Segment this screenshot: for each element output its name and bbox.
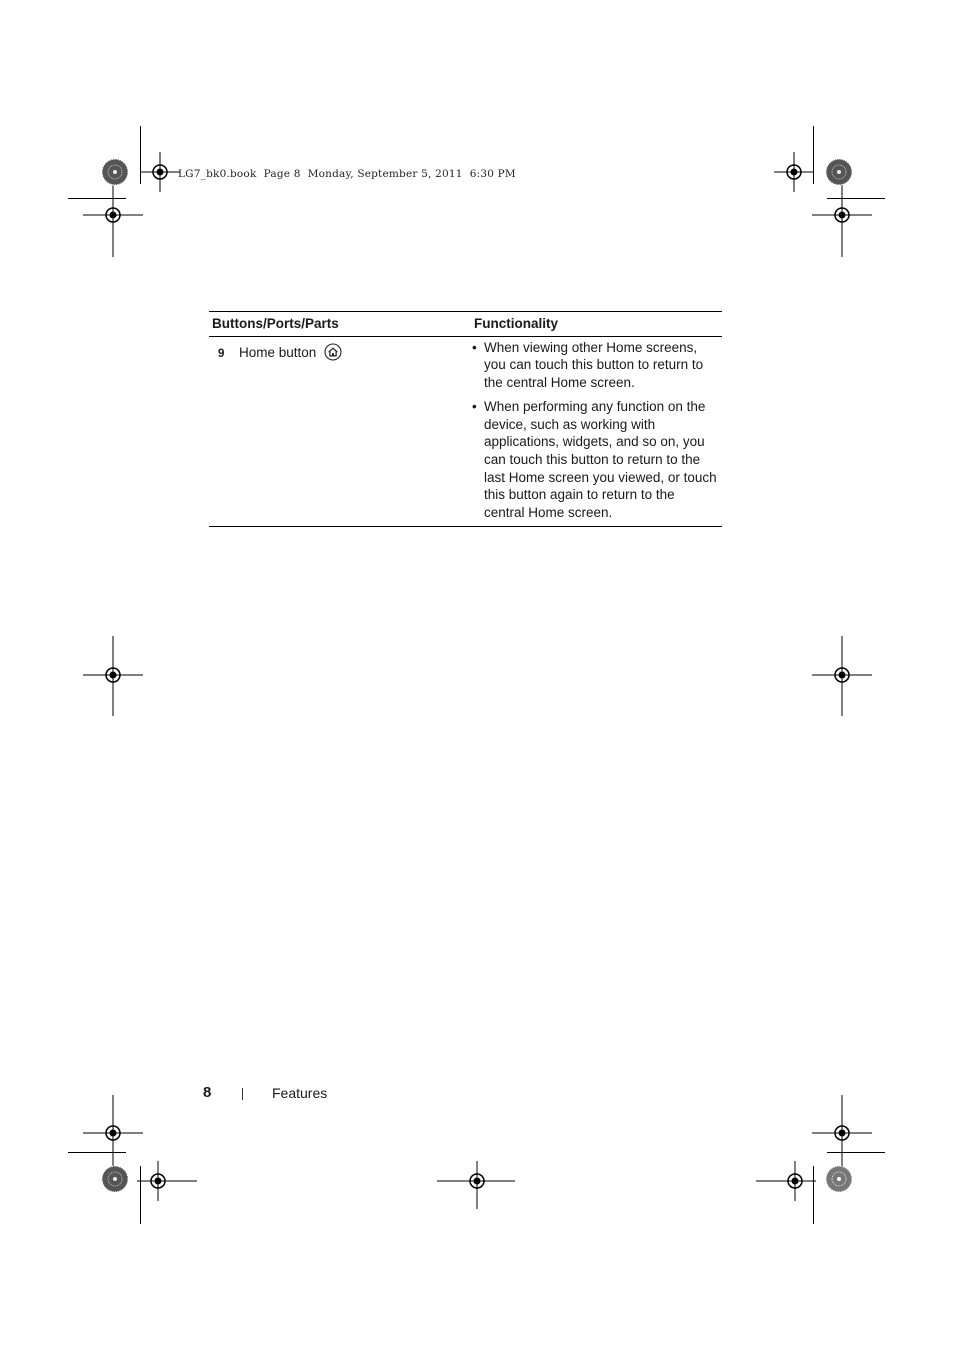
starburst-mark-icon: [101, 1165, 129, 1193]
part-number: 9: [218, 347, 225, 360]
bullet-icon: •: [472, 398, 477, 414]
column-header-functionality: Functionality: [467, 312, 722, 337]
registration-mark-icon: [83, 636, 143, 716]
registration-mark-icon: [83, 177, 143, 257]
registration-mark-icon: [812, 636, 872, 716]
part-name: Home button: [239, 344, 317, 360]
functionality-cell: [467, 336, 722, 526]
section-title: Features: [272, 1085, 328, 1101]
home-icon: [324, 343, 342, 361]
starburst-mark-icon: [101, 158, 129, 186]
list-item: [472, 339, 718, 392]
slug-file: LG7_bk0.book: [178, 168, 257, 180]
registration-mark-icon: [137, 1161, 197, 1201]
functionality-list: [472, 339, 718, 522]
bullet-icon: •: [472, 339, 477, 355]
registration-mark-icon: [774, 152, 814, 192]
table-header-row: [209, 312, 722, 337]
registration-mark-icon: [83, 1095, 143, 1171]
registration-mark-icon: [756, 1161, 816, 1201]
list-item: [472, 398, 718, 522]
table-row: [209, 336, 722, 526]
slug-date: Monday, September 5, 2011: [307, 168, 463, 180]
parts-table: [209, 311, 722, 527]
starburst-mark-icon: [825, 1165, 853, 1193]
footer-divider: [242, 1088, 243, 1100]
registration-mark-icon: [812, 177, 872, 257]
column-header-parts: Buttons/Ports/Parts: [209, 312, 467, 337]
function-text: When performing any function on the device, such as working with applications, widgets, and so on, you can touch this button to return to the last Home screen you viewed, or touch this button again to return to the central Home screen.: [484, 398, 717, 521]
print-slug: [178, 168, 516, 180]
slug-page: Page 8: [263, 168, 301, 180]
part-cell: [209, 336, 467, 526]
starburst-mark-icon: [825, 158, 853, 186]
registration-mark-icon: [140, 152, 180, 192]
registration-mark-icon: [437, 1161, 517, 1211]
slug-time: 6:30 PM: [469, 168, 516, 180]
registration-mark-icon: [812, 1095, 872, 1171]
function-text: When viewing other Home screens, you can touch this button to return to the central Home screen.: [484, 339, 704, 391]
page-number: 8: [203, 1084, 212, 1101]
